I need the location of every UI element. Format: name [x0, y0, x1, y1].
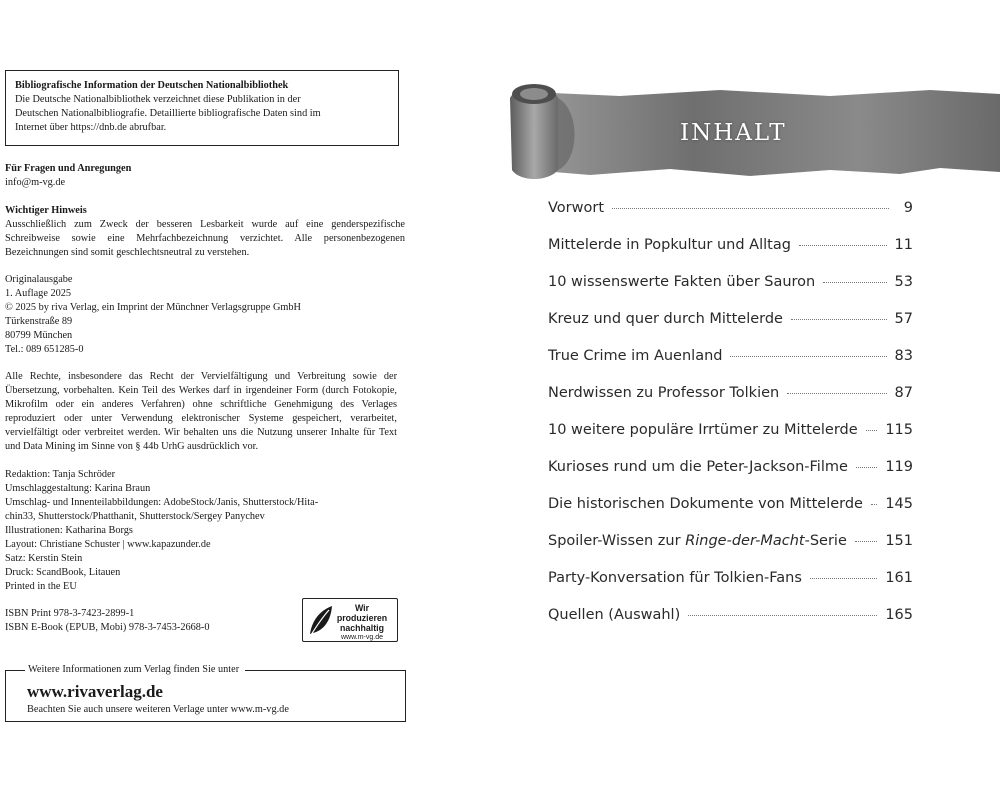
- dot-leader: [855, 541, 877, 542]
- edition-line: 1. Auflage 2025: [5, 288, 72, 299]
- credit-line: Umschlaggestaltung: Karina Braun: [5, 483, 151, 494]
- edition-line: © 2025 by riva Verlag, ein Imprint der Münchner Verlagsgruppe GmbH: [5, 302, 301, 313]
- dot-leader: [612, 208, 889, 209]
- toc-entry-page: 53: [894, 274, 913, 290]
- isbn-print: ISBN Print 978-3-7423-2899-1: [5, 608, 135, 619]
- dnb-line: Internet über https://dnb.de abrufbar.: [15, 122, 167, 133]
- toc-title-suffix: -Serie: [804, 533, 847, 549]
- toc-entry[interactable]: [548, 385, 913, 422]
- toc-title-italic: Ringe-der-Macht: [685, 533, 805, 549]
- toc-entry-page: 145: [885, 496, 913, 512]
- toc-entry[interactable]: [548, 459, 913, 496]
- dot-leader: [799, 245, 887, 246]
- credit-line: Illustrationen: Katharina Borgs: [5, 525, 133, 536]
- toc-entry[interactable]: [548, 348, 913, 385]
- badge-line: Wir produzieren: [336, 603, 388, 623]
- toc-entry-title: Mittelerde in Popkultur und Alltag: [548, 237, 791, 253]
- dnb-title: Bibliografische Information der Deutschen Nationalbibliothek: [15, 80, 289, 91]
- toc-entry-title: Quellen (Auswahl): [548, 607, 681, 623]
- dnb-line: Deutschen Nationalbibliografie. Detaillierte bibliografische Daten sind im: [15, 108, 321, 119]
- toc-entry-page: 87: [894, 385, 913, 401]
- dot-leader: [810, 578, 877, 579]
- dot-leader: [871, 504, 877, 505]
- toc-entry-title: [548, 533, 847, 549]
- edition-line: 80799 München: [5, 330, 73, 341]
- toc-entry-page: 83: [894, 348, 913, 364]
- toc-entry[interactable]: [548, 533, 913, 570]
- dot-leader: [730, 356, 886, 357]
- toc-entry-page: 9: [903, 200, 913, 216]
- web-box-legend: Weitere Informationen zum Verlag finden Sie unter: [25, 663, 245, 677]
- toc-entry-page: 151: [885, 533, 913, 549]
- toc-title-prefix: Spoiler-Wissen zur: [548, 533, 686, 549]
- credit-line: Layout: Christiane Schuster | www.kapazunder.de: [5, 539, 211, 550]
- credit-line: Satz: Kerstin Stein: [5, 553, 83, 564]
- toc-entry-page: 161: [885, 570, 913, 586]
- toc-entry-title: 10 weitere populäre Irrtümer zu Mittelerde: [548, 422, 858, 438]
- edition-block: [5, 273, 405, 357]
- toc-entry[interactable]: [548, 311, 913, 348]
- web-box-note: Beachten Sie auch unsere weiteren Verlage unter www.m-vg.de: [27, 704, 289, 715]
- sustainability-badge: [302, 598, 398, 642]
- edition-line: Originalausgabe: [5, 274, 73, 285]
- credit-line: Umschlag- und Innenteilabbildungen: AdobeStock/Janis, Shutterstock/Hita-: [5, 497, 319, 508]
- edition-line: Türkenstraße 89: [5, 316, 73, 327]
- toc-entry-title: Kreuz und quer durch Mittelerde: [548, 311, 783, 327]
- dot-leader: [688, 615, 877, 616]
- toc-list: [548, 200, 913, 644]
- credit-line: Printed in the EU: [5, 581, 77, 592]
- notice-text: Ausschließlich zum Zweck der besseren Lesbarkeit wurde auf eine genderspezifische Schreibweise sowie eine Mehrfachbezeichnung verzichtet. Alle personenbezogenen Bezeichnungen sind somit geschlechtsneutral zu verstehen.: [5, 219, 405, 258]
- credit-line: Druck: ScandBook, Litauen: [5, 567, 121, 578]
- toc-heading: INHALT: [680, 120, 787, 146]
- toc-entry-page: 115: [885, 422, 913, 438]
- dnb-line: Die Deutsche Nationalbibliothek verzeichnet diese Publikation in der: [15, 94, 301, 105]
- publisher-web-box: [5, 664, 406, 722]
- dot-leader: [787, 393, 886, 394]
- toc-entry-page: 165: [885, 607, 913, 623]
- toc-entry-title: Die historischen Dokumente von Mittelerde: [548, 496, 863, 512]
- notice-block: [5, 204, 405, 260]
- contact-email: info@m-vg.de: [5, 177, 66, 188]
- contact-heading: Für Fragen und Anregungen: [5, 163, 132, 174]
- toc-entry-title: Kurioses rund um die Peter-Jackson-Filme: [548, 459, 848, 475]
- toc-entry-page: 119: [885, 459, 913, 475]
- badge-text: [329, 603, 395, 643]
- credits-block: [5, 468, 405, 594]
- edition-line: Tel.: 089 651285-0: [5, 344, 84, 355]
- toc-entry[interactable]: [548, 237, 913, 274]
- badge-line: nachhaltig: [340, 623, 384, 633]
- toc-entry-page: 11: [894, 237, 913, 253]
- dot-leader: [791, 319, 887, 320]
- toc-entry-page: 57: [894, 311, 913, 327]
- toc-entry[interactable]: [548, 570, 913, 607]
- dot-leader: [823, 282, 886, 283]
- toc-entry-title: Vorwort: [548, 200, 605, 216]
- dot-leader: [856, 467, 877, 468]
- toc-page: [500, 0, 1000, 800]
- badge-url: www.m-vg.de: [340, 634, 383, 641]
- notice-heading: Wichtiger Hinweis: [5, 205, 87, 216]
- toc-entry[interactable]: [548, 496, 913, 533]
- toc-entry-title: True Crime im Auenland: [548, 348, 723, 364]
- contact-block: [5, 162, 405, 190]
- isbn-ebook: ISBN E-Book (EPUB, Mobi) 978-3-7453-2668-0: [5, 622, 210, 633]
- toc-entry[interactable]: [548, 200, 913, 237]
- rights-text: Alle Rechte, insbesondere das Recht der Vervielfältigung und Verbreitung sowie der Übersetzung, vorbehalten. Kein Teil des Werkes darf in irgendeiner Form (durch Fotokopie, Mikrofilm oder ein anderes Verfahren) ohne schriftliche Genehmigung des Verlages reproduziert oder unter Verwendung elektronischer Systeme gespeichert, verarbeitet, vervielfältigt oder verbreitet werden. Wir behalten uns die Nutzung unserer Inhalte für Text und Data Mining im Sinne von § 44b UrhG ausdrücklich vor.: [5, 371, 397, 452]
- dnb-info-box: [5, 70, 399, 146]
- dot-leader: [866, 430, 878, 431]
- credit-line: chin33, Shutterstock/Phatthanit, Shutterstock/Sergey Panychev: [5, 511, 265, 522]
- toc-entry[interactable]: [548, 274, 913, 311]
- toc-entry-title: 10 wissenswerte Fakten über Sauron: [548, 274, 816, 290]
- credit-line: Redaktion: Tanja Schröder: [5, 469, 116, 480]
- toc-entry-title: Nerdwissen zu Professor Tolkien: [548, 385, 780, 401]
- toc-entry[interactable]: [548, 422, 913, 459]
- publisher-url[interactable]: www.rivaverlag.de: [27, 682, 163, 701]
- toc-entry[interactable]: [548, 607, 913, 644]
- toc-entry-title: Party-Konversation für Tolkien-Fans: [548, 570, 802, 586]
